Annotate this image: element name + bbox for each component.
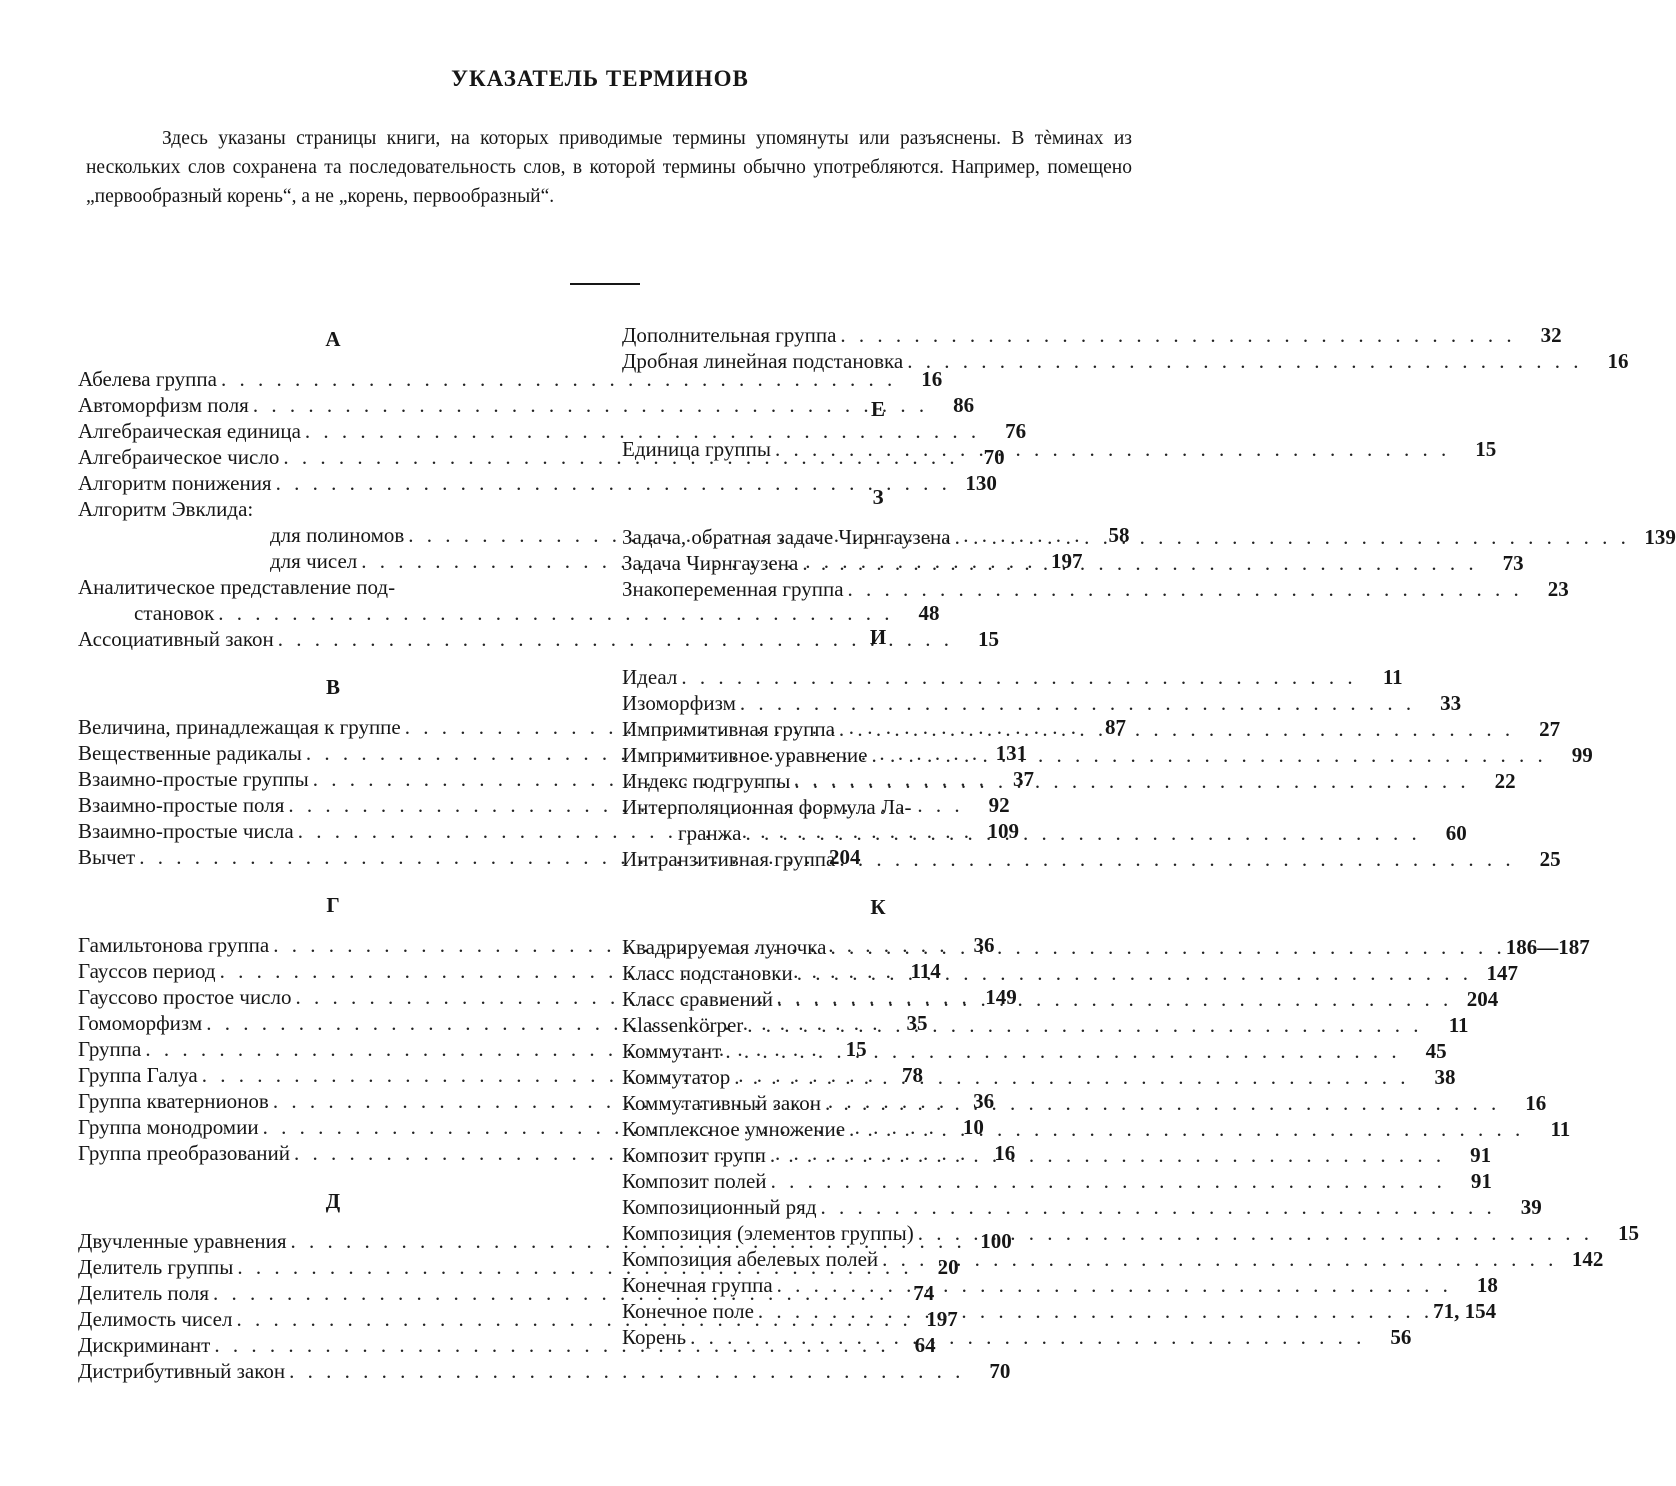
entry-page-number: 15 <box>1618 1221 1640 1245</box>
index-entry <box>622 1038 1447 1064</box>
entry-page-number: 37 <box>1013 767 1034 791</box>
index-entry <box>622 576 1569 602</box>
entry-term: Конечное поле <box>622 1299 754 1323</box>
entry-term: Взаимно-простые числа <box>78 819 294 843</box>
entry-term: Композиция абелевых полей <box>622 1247 879 1271</box>
entry-term: Индекс подгруппы <box>622 769 791 793</box>
entry-term: Делитель группы <box>78 1255 234 1279</box>
entry-page-number: 32 <box>1540 323 1562 347</box>
entry-term: Дискриминант <box>78 1333 211 1357</box>
entry-page-number: 39 <box>1520 1195 1542 1219</box>
entry-page-number: 48 <box>918 601 940 625</box>
dot-leader <box>793 960 1472 986</box>
index-entry <box>622 550 1524 576</box>
entry-term: Группа Галуа <box>78 1063 198 1087</box>
entry-page-number: 64 <box>914 1333 936 1357</box>
entry-page-number: 36 <box>973 933 995 957</box>
letter-heading: И <box>869 625 887 649</box>
entry-page-number: 114 <box>910 959 941 983</box>
index-entry <box>78 574 588 600</box>
entry-page-number: 11 <box>1382 665 1403 689</box>
index-entry <box>622 820 1467 846</box>
letter-heading: З <box>872 485 884 509</box>
entry-term: Импримитивная группа <box>622 717 835 741</box>
entry-page-number: 16 <box>1525 1091 1547 1115</box>
entry-page-number: 186—187 <box>1505 935 1590 959</box>
entry-page-number: 100 <box>980 1229 1012 1253</box>
entry-term: Композит групп <box>622 1143 766 1167</box>
entry-page-number: 142 <box>1571 1247 1604 1271</box>
index-section <box>622 894 1640 1350</box>
index-column-right <box>622 322 1676 1372</box>
entry-term: Квадрируемая луночка <box>622 935 827 959</box>
entry-term: Группа монодромии <box>78 1115 259 1139</box>
index-entry <box>78 1358 1011 1384</box>
entry-term: для полиномов <box>270 523 405 547</box>
letter-heading: К <box>870 895 886 919</box>
dot-leader <box>867 742 1546 768</box>
entry-page-number: 58 <box>1108 523 1130 547</box>
dot-leader <box>951 524 1630 550</box>
entry-term: Алгебраическое число <box>78 445 280 469</box>
divider-line <box>570 283 640 285</box>
entry-term: Интранзитивная группа <box>622 847 836 871</box>
entry-term: Идеал <box>622 665 678 689</box>
index-entry <box>78 470 997 496</box>
dot-leader <box>844 576 1523 602</box>
dot-leader <box>736 690 1415 716</box>
dot-leader <box>677 664 1356 690</box>
index-entry <box>622 1012 1469 1038</box>
entry-page-number: 147 <box>1486 961 1518 985</box>
entry-page-number: 74 <box>913 1281 935 1305</box>
entry-term: Гауссов период <box>78 959 216 983</box>
index-entry <box>622 934 1590 960</box>
dot-leader <box>767 1168 1446 1194</box>
dot-leader <box>821 1090 1500 1116</box>
entry-term: Автоморфизм поля <box>78 393 249 417</box>
entry-page-number: 15 <box>845 1037 867 1061</box>
entry-term: Группа <box>78 1037 142 1061</box>
entry-page-number: 87 <box>1105 715 1126 739</box>
entry-term: Группа кватернионов <box>78 1089 269 1113</box>
dot-leader <box>730 1064 1409 1090</box>
entry-page-number: 91 <box>1470 1169 1492 1193</box>
entry-page-number: 139 <box>1644 525 1676 549</box>
index-section <box>622 624 1593 872</box>
entry-term: Задача, обратная задаче Чирнгаузена <box>622 525 951 549</box>
entry-page-number: 18 <box>1476 1273 1498 1297</box>
entry-page-number: 197 <box>926 1307 958 1331</box>
entry-page-number: 36 <box>973 1089 995 1113</box>
entry-term: Единица группы <box>622 437 771 461</box>
letter-heading: А <box>325 327 341 351</box>
index-entry <box>622 322 1562 348</box>
dot-leader <box>773 1272 1452 1298</box>
entry-term: Коммутативный закон <box>622 1091 822 1115</box>
entry-term: Klassenkörper <box>622 1013 744 1037</box>
entry-page-number: 16 <box>994 1141 1016 1165</box>
index-entry <box>622 1064 1456 1090</box>
entry-page-number: 99 <box>1571 743 1593 767</box>
entry-page-number: 70 <box>983 445 1005 469</box>
index-entry <box>622 986 1499 1012</box>
entry-page-number: 15 <box>977 627 999 651</box>
entry-term: Абелева группа <box>78 367 217 391</box>
entry-term: Класс сравнений <box>622 987 774 1011</box>
index-entry <box>622 1220 1640 1246</box>
entry-page-number: 131 <box>995 741 1028 765</box>
entry-page-number: 204 <box>828 845 861 869</box>
entry-page-number: 73 <box>1502 551 1524 575</box>
index-entry <box>622 690 1462 716</box>
entry-term: Гамильтонова группа <box>78 933 270 957</box>
page-title: УКАЗАТЕЛЬ ТЕРМИНОВ <box>451 66 749 91</box>
entry-page-number: 45 <box>1425 1039 1447 1063</box>
dot-leader <box>817 1194 1496 1220</box>
entry-term: гранжа <box>678 821 742 845</box>
intro-paragraph <box>86 124 1132 211</box>
dot-leader <box>798 550 1477 576</box>
dot-leader <box>773 986 1452 1012</box>
entry-page-number: 23 <box>1547 577 1569 601</box>
entry-page-number: 25 <box>1539 847 1561 871</box>
dot-leader <box>826 934 1505 960</box>
dot-leader <box>754 1298 1433 1324</box>
index-entry <box>622 1168 1492 1194</box>
entry-page-number: 10 <box>962 1115 984 1139</box>
index-entry <box>78 418 1027 444</box>
entry-term: Двучленные уравнения <box>78 1229 287 1253</box>
entry-term: Композиция (элементов группы) <box>622 1221 914 1245</box>
index-entry <box>78 626 999 652</box>
entry-term: Коммутант <box>622 1039 722 1063</box>
entry-term: Вещественные радикалы <box>78 741 302 765</box>
dot-leader <box>742 820 1421 846</box>
entry-page-number: 33 <box>1440 691 1462 715</box>
entry-term: Комплексное умножение <box>622 1117 846 1141</box>
entry-page-number: 92 <box>988 793 1010 817</box>
index-entry <box>622 716 1561 742</box>
entry-term: Импримитивное уравнение <box>622 743 868 767</box>
index-entry <box>622 1324 1412 1350</box>
entry-page-number: 22 <box>1494 769 1516 793</box>
entry-term: Коммутатор <box>622 1065 731 1089</box>
entry-page-number: 60 <box>1445 821 1467 845</box>
entry-term: Дробная линейная подстановка <box>622 349 904 373</box>
index-entry <box>622 1090 1547 1116</box>
entry-page-number: 109 <box>987 819 1019 843</box>
entry-page-number: 16 <box>921 367 943 391</box>
entry-term: Изоморфизм <box>622 691 736 715</box>
entry-page-number: 76 <box>1005 419 1027 443</box>
entry-term: Величина, принадлежащая к группе <box>78 715 401 739</box>
dot-leader <box>835 716 1514 742</box>
index-section <box>622 322 1629 374</box>
entry-term: Конечная группа <box>622 1273 773 1297</box>
entry-page-number: 86 <box>953 393 975 417</box>
entry-page-number: 11 <box>1448 1013 1469 1037</box>
letter-heading: Е <box>870 397 885 421</box>
index-entry <box>622 1246 1604 1272</box>
entry-page-number: 27 <box>1539 717 1561 741</box>
entry-term: Гауссово простое число <box>78 985 292 1009</box>
letter-heading: Г <box>326 893 340 917</box>
letter-heading: Д <box>325 1189 341 1213</box>
index-entry <box>622 1142 1492 1168</box>
entry-term: Делитель поля <box>78 1281 210 1305</box>
intro-text: Здесь указаны страницы книги, на которых приводимые термины упомянуты или разъяснены. В тѐминах из нескольких слов сохранена та последовательность слов, в которой термины обычно употребляются. Например, помещено „первообразный корень“, а не „корень, первообразный“. <box>86 128 1132 207</box>
entry-page-number: 20 <box>937 1255 959 1279</box>
index-entry <box>622 436 1497 462</box>
entry-term: Группа преобразований <box>78 1141 290 1165</box>
dot-leader <box>835 846 1514 872</box>
dot-leader <box>771 436 1450 462</box>
letter-heading: В <box>325 675 340 699</box>
entry-term: Делимость чисел <box>78 1307 233 1331</box>
index-entry <box>622 742 1593 768</box>
entry-term: Алгоритм понижения <box>78 471 272 495</box>
index-entry <box>622 1298 1497 1324</box>
entry-term: Аналитическое представление под- <box>78 575 396 599</box>
entry-term: для чисел <box>270 549 358 573</box>
dot-leader <box>878 1246 1557 1272</box>
entry-term: Дополнительная группа <box>622 323 837 347</box>
entry-page-number: 149 <box>985 985 1017 1009</box>
index-entry <box>622 524 1676 550</box>
dot-leader <box>836 322 1515 348</box>
dot-leader <box>903 348 1582 374</box>
entry-term: Вычет <box>78 845 136 869</box>
index-entry <box>622 1116 1571 1142</box>
entry-page-number: 35 <box>906 1011 928 1035</box>
index-entry <box>78 600 940 626</box>
entry-term: Гомоморфизм <box>78 1011 203 1035</box>
index-entry <box>622 1194 1542 1220</box>
index-entry <box>622 1272 1498 1298</box>
entry-term: Алгебраическая единица <box>78 419 301 443</box>
entry-term: Алгоритм Эвклида: <box>78 497 254 521</box>
entry-page-number: 38 <box>1434 1065 1456 1089</box>
entry-term: Знакопеременная группа <box>622 577 844 601</box>
entry-term: Задача Чирнгаузена <box>622 551 799 575</box>
entry-page-number: 11 <box>1550 1117 1571 1141</box>
entry-page-number: 71, 154 <box>1433 1299 1497 1323</box>
entry-term: Ассоциативный закон <box>78 627 274 651</box>
entry-page-number: 70 <box>989 1359 1011 1383</box>
index-entry <box>622 846 1561 872</box>
entry-page-number: 91 <box>1470 1143 1492 1167</box>
index-section <box>622 484 1676 602</box>
dot-leader <box>845 1116 1524 1142</box>
entry-term: Взаимно-простые поля <box>78 793 285 817</box>
index-entry <box>622 348 1629 374</box>
entry-page-number: 56 <box>1390 1325 1412 1349</box>
dot-leader <box>743 1012 1422 1038</box>
index-entry <box>622 768 1516 794</box>
index-entry <box>622 960 1518 986</box>
entry-term: становок <box>134 601 215 625</box>
entry-term: Композит полей <box>622 1169 767 1193</box>
entry-page-number: 130 <box>965 471 997 495</box>
entry-page-number: 15 <box>1475 437 1497 461</box>
index-entry <box>78 392 975 418</box>
entry-page-number: 204 <box>1466 987 1499 1011</box>
dot-leader <box>686 1324 1365 1350</box>
entry-term: Взаимно-простые группы <box>78 767 309 791</box>
index-section <box>622 396 1497 462</box>
dot-leader <box>766 1142 1445 1168</box>
entry-term: Дистрибутивный закон <box>78 1359 286 1383</box>
index-entry <box>78 366 943 392</box>
dot-leader <box>790 768 1469 794</box>
entry-term: Интерполяционная формула Ла- <box>622 795 912 819</box>
entry-page-number: 16 <box>1607 349 1629 373</box>
index-entry <box>622 664 1403 690</box>
index-entry <box>622 794 1134 820</box>
index-entry <box>78 496 588 522</box>
entry-term: Композиционный ряд <box>622 1195 817 1219</box>
dot-leader <box>721 1038 1400 1064</box>
entry-term: Корень <box>622 1325 687 1349</box>
entry-page-number: 197 <box>1051 549 1083 573</box>
entry-term: Класс подстановки <box>622 961 793 985</box>
dot-leader <box>914 1220 1593 1246</box>
entry-page-number: 78 <box>902 1063 923 1087</box>
